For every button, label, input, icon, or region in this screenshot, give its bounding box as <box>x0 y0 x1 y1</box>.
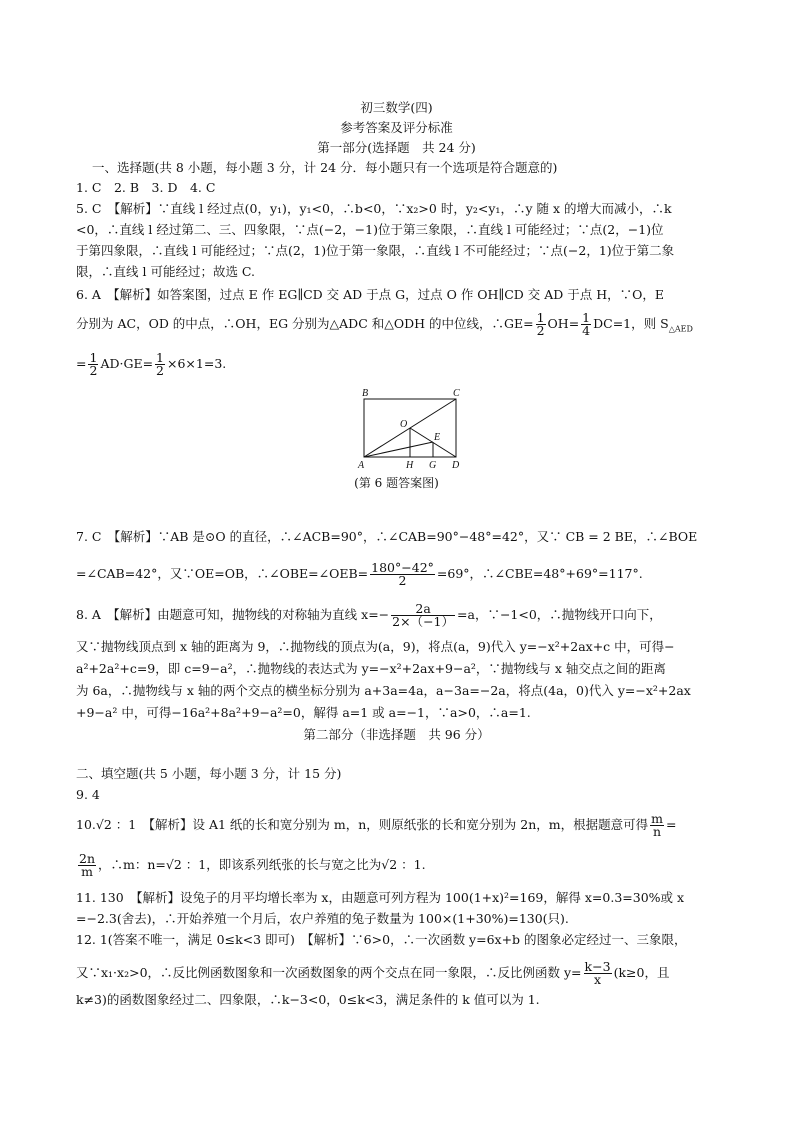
doc-subtitle: 参考答案及评分标准 <box>340 120 453 135</box>
q11-line: =−2.3(舍去)，∴开始养殖一个月后，农户养殖的兔子数量为 100×(1+30%)=130(只). <box>76 911 569 926</box>
q10-line: $\frac{2n}{m}$ ，∴m：n=√2 ：1，即该系列纸张的长与宽之比为√2 ：1. <box>79 851 426 879</box>
q6-line: = $\frac{1}{2}$ AD·GE= $\frac{1}{2}$ ×6×1=3. <box>76 350 227 378</box>
fraction: $\frac{k-3}{x}$ <box>584 959 611 987</box>
answers-1-4: 1. C 2. B 3. D 4. C <box>76 180 216 195</box>
q5-line: 于第四象限，∴直线 l 可能经过；∵点(2，1)位于第一象限，∴直线 l 不可能经过；∵点(−2，1)位于第二象 <box>76 243 675 258</box>
q8-line: +9−a² 中，可得−16a²+8a²+9−a²=0，解得 a=1 或 a=−1，∵a>0，∴a=1. <box>76 705 531 720</box>
section1-heading: 一、选择题(共 8 小题，每小题 3 分，计 24 分．每小题只有一个选项是符合题意的) <box>92 160 558 175</box>
q8-line: 又∵抛物线顶点到 x 轴的距离为 9，∴抛物线的顶点为(a，9)，将点(a，9)代入 y=−x²+2ax+c 中，可得− <box>76 639 675 654</box>
fraction: $\frac{1}{2}$ <box>89 350 98 378</box>
doc-title: 初三数学(四) <box>360 100 433 115</box>
fraction: $\frac{m}{n}$ <box>651 811 663 839</box>
label-b: B <box>362 388 369 399</box>
label-c: C <box>453 388 460 399</box>
q12-line: 12. 1(答案不唯一，满足 0≤k<3 即可) 【解析】∵6>0，∴一次函数 y=6x+b 的图象必定经过一、三象限， <box>76 932 687 947</box>
fraction: $\frac{1}{2}$ <box>536 310 545 338</box>
fraction: $\frac{180^\circ-42^\circ}{2}$ <box>371 560 434 588</box>
label-h: H <box>406 460 414 471</box>
q5-line: 5. C 【解析】∵直线 l 经过点(0，y₁)，y₁<0，∴b<0，∵x₂>0 时，y₂<y₁，∴y 随 x 的增大而减小，∴k <box>76 201 672 216</box>
q10-line: 10.√2 ：1 【解析】设 A1 纸的长和宽分别为 m，n，则原纸张的长和宽分别为 2n，m，根据题意可得 $\frac{m}{n}$ = <box>76 811 677 839</box>
figure-caption: (第 6 题答案图) <box>354 476 439 490</box>
q6-line: 6. A 【解析】如答案图，过点 E 作 EG∥CD 交 AD 于点 G，过点 O 作 OH∥CD 交 AD 于点 H，∵O，E <box>76 287 665 302</box>
fraction: $\frac{2n}{m}$ <box>79 851 96 879</box>
q8-line: 为 6a，∴抛物线与 x 轴的两个交点的横坐标分别为 a+3a=4a，a−3a=−2a，将点(4a，0)代入 y=−x²+2ax <box>76 683 691 698</box>
q6-line: 分别为 AC，OD 的中点，∴OH，EG 分别为△ADC 和△ODH 的中位线，∴GE= $\frac{1}{2}$ OH= $\frac{1}{4}$ DC=1，则 $S_{\triangle AED}$ <box>76 310 693 338</box>
q8-line: 8. A 【解析】由题意可知，抛物线的对称轴为直线 x=− $\frac{2a}{2\times(-1)}$ =a，∵−1<0，∴抛物线开口向下， <box>76 601 662 629</box>
q5-line: <0，∴直线 l 经过第二、三、四象限，∵点(−2，−1)位于第三象限，∴直线 l 可能经过；∵点(2，−1)位 <box>76 222 664 237</box>
label-a: A <box>358 460 365 471</box>
q5-line: 限，∴直线 l 可能经过；故选 C. <box>76 264 256 279</box>
label-o: O <box>400 419 408 430</box>
fraction: $\frac{2a}{2\times(-1)}$ <box>392 601 455 629</box>
q8-line: a²+2a²+c=9，即 c=9−a²，∴抛物线的表达式为 y=−x²+2ax+9−a²，∵抛物线与 x 轴交点之间的距离 <box>76 661 666 676</box>
q11-line: 11. 130 【解析】设兔子的月平均增长率为 x，由题意可列方程为 100(1+x)²=169，解得 x=0.3=30%或 x <box>76 890 685 905</box>
q6-geometry-figure <box>352 385 472 475</box>
fraction: $\frac{1}{4}$ <box>582 310 591 338</box>
segment-ae <box>364 442 433 457</box>
label-d: D <box>452 460 460 471</box>
label-g: G <box>429 460 437 471</box>
q12-line: k≠3)的函数图象经过二、四象限，∴k−3<0，0≤k<3，满足条件的 k 值可以为 1. <box>76 992 540 1007</box>
part2-heading: 第二部分（非选择题 共 96 分） <box>303 727 490 742</box>
label-e: E <box>434 432 441 443</box>
section2-heading: 二、填空题(共 5 小题，每小题 3 分，计 15 分) <box>76 766 342 781</box>
fraction: $\frac{1}{2}$ <box>156 350 164 378</box>
q7-line: =∠CAB=42°，又∵OE=OB，∴∠OBE=∠OEB= $\frac{180^\circ-42^\circ}{2}$ =69°，∴∠CBE=48°+69°=117°. <box>76 560 643 588</box>
q7-line: 7. C 【解析】∵AB 是⊙O 的直径，∴∠ACB=90°，∴∠CAB=90°−48°=42°，又∵ CB = 2 BE，∴∠BOE <box>76 529 698 544</box>
q12-line: 又∵x₁·x₂>0，∴反比例函数图象和一次函数图象的两个交点在同一象限，∴反比例函数 y= $\frac{k-3}{x}$ (k≥0，且 <box>76 959 670 987</box>
q9-answer: 9. 4 <box>76 787 100 802</box>
part1-heading: 第一部分(选择题 共 24 分) <box>317 140 476 155</box>
